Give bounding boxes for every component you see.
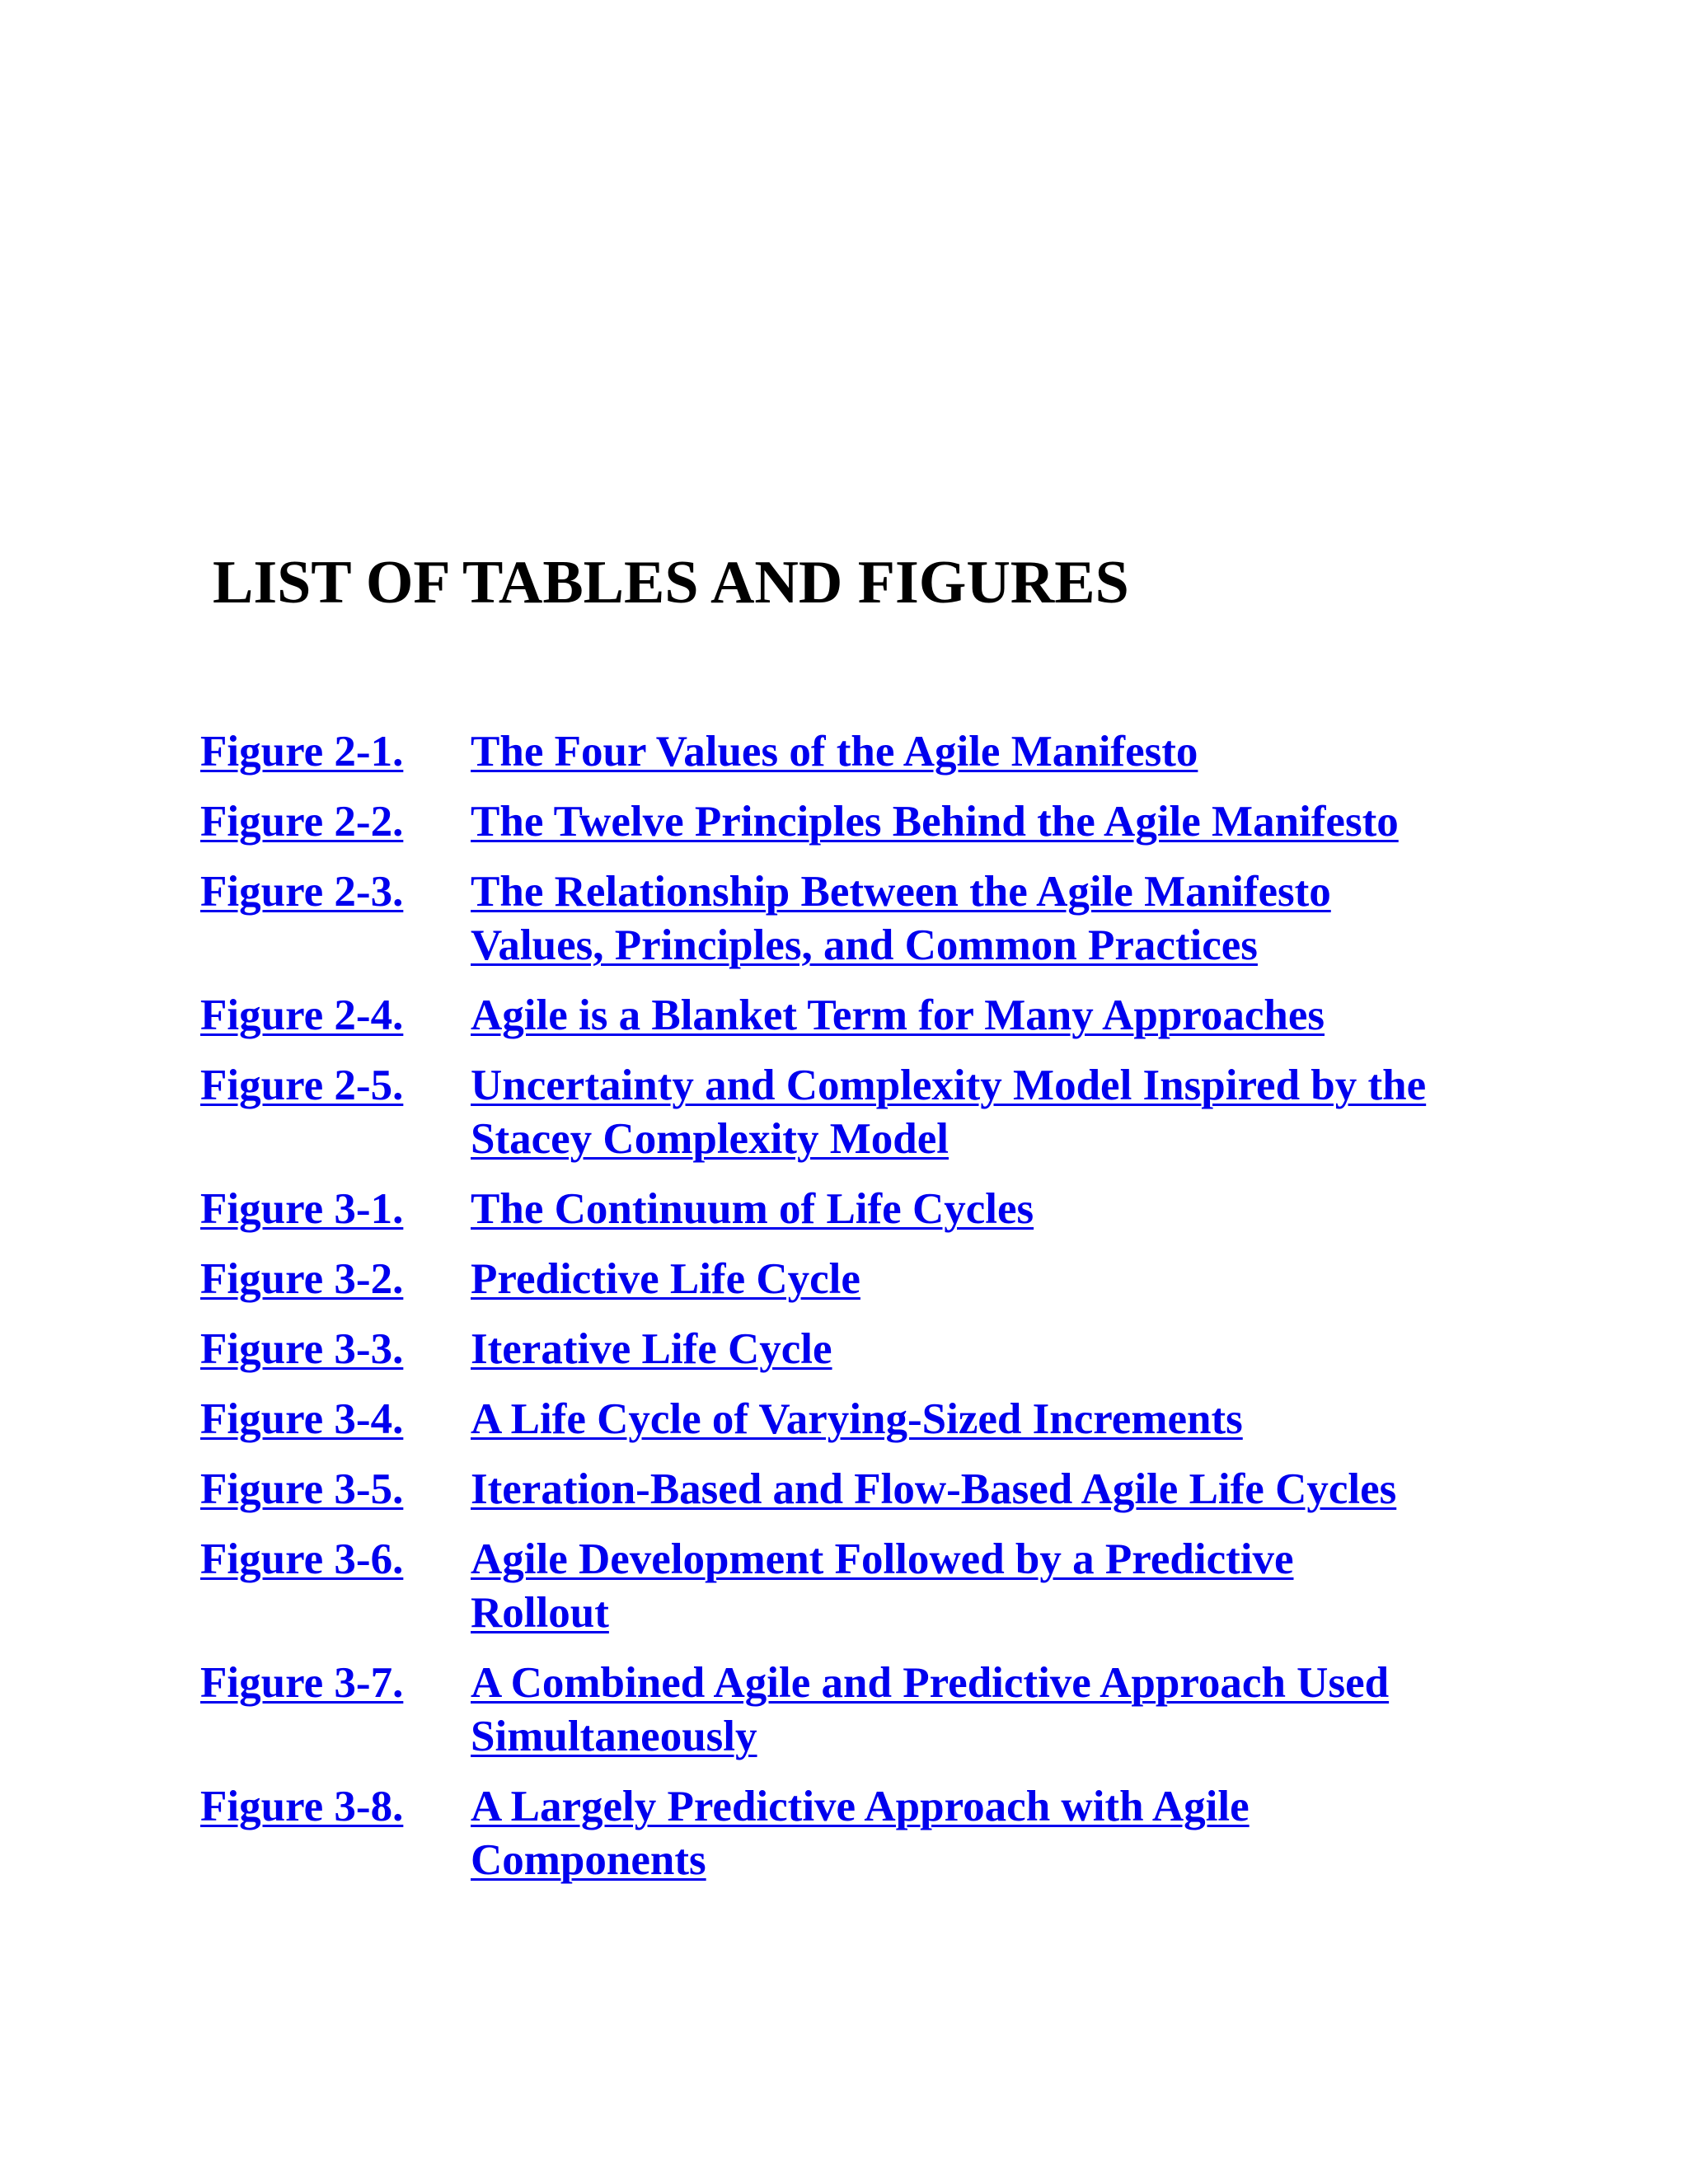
- figure-title-link[interactable]: The Relationship Between the Agile Manifesto Values, Principles, and Common Practices: [471, 868, 1331, 969]
- figure-label-link[interactable]: Figure 3-5.: [200, 1465, 404, 1513]
- figure-title-link[interactable]: The Continuum of Life Cycles: [471, 1185, 1034, 1233]
- figure-label-link[interactable]: Figure 2-2.: [200, 798, 404, 846]
- list-item: [200, 989, 1486, 1043]
- figure-title-link[interactable]: A Combined Agile and Predictive Approach Used Simultaneously: [471, 1659, 1390, 1760]
- figure-label-link[interactable]: Figure 2-3.: [200, 868, 404, 916]
- figure-label-link[interactable]: Figure 3-7.: [200, 1659, 404, 1707]
- list-item: [200, 1657, 1486, 1764]
- figure-label-link[interactable]: Figure 3-1.: [200, 1185, 404, 1233]
- figure-label-link[interactable]: Figure 3-2.: [200, 1255, 404, 1303]
- figure-title-link[interactable]: Uncertainty and Complexity Model Inspired by the Stacey Complexity Model: [471, 1062, 1427, 1163]
- figure-title-link[interactable]: Iteration-Based and Flow-Based Agile Life Cycles: [471, 1465, 1397, 1513]
- figure-title-link[interactable]: Agile Development Followed by a Predictive Rollout: [471, 1535, 1294, 1637]
- figure-title-link[interactable]: A Largely Predictive Approach with Agile Components: [471, 1783, 1250, 1884]
- figure-title-link[interactable]: Agile is a Blanket Term for Many Approaches: [471, 991, 1325, 1039]
- figure-label-link[interactable]: Figure 3-6.: [200, 1535, 404, 1583]
- figure-label-link[interactable]: Figure 2-1.: [200, 728, 404, 776]
- list-item: [200, 1323, 1486, 1376]
- figure-label-link[interactable]: Figure 2-5.: [200, 1062, 404, 1109]
- figure-label-link[interactable]: Figure 2-4.: [200, 991, 404, 1039]
- figure-title-link[interactable]: Predictive Life Cycle: [471, 1255, 860, 1303]
- list-item: [200, 1253, 1486, 1306]
- list-item: [200, 865, 1486, 972]
- list-item: [200, 1780, 1486, 1887]
- list-item: [200, 1393, 1486, 1446]
- list-item: [200, 795, 1486, 849]
- figure-title-link[interactable]: Iterative Life Cycle: [471, 1325, 832, 1373]
- figure-label-link[interactable]: Figure 3-8.: [200, 1783, 404, 1830]
- list-item: [200, 1183, 1486, 1236]
- list-item: [200, 1059, 1486, 1166]
- list-item: [200, 1463, 1486, 1516]
- figure-title-link[interactable]: The Twelve Principles Behind the Agile Manifesto: [471, 798, 1399, 846]
- list-item: [200, 1533, 1486, 1640]
- page-title: LIST OF TABLES AND FIGURES: [213, 549, 1129, 616]
- figure-label-link[interactable]: Figure 3-4.: [200, 1395, 404, 1443]
- figure-label-link[interactable]: Figure 3-3.: [200, 1325, 404, 1373]
- figure-title-link[interactable]: The Four Values of the Agile Manifesto: [471, 728, 1198, 776]
- figure-title-link[interactable]: A Life Cycle of Varying-Sized Increments: [471, 1395, 1243, 1443]
- figure-list: [200, 725, 1486, 1904]
- list-item: [200, 725, 1486, 779]
